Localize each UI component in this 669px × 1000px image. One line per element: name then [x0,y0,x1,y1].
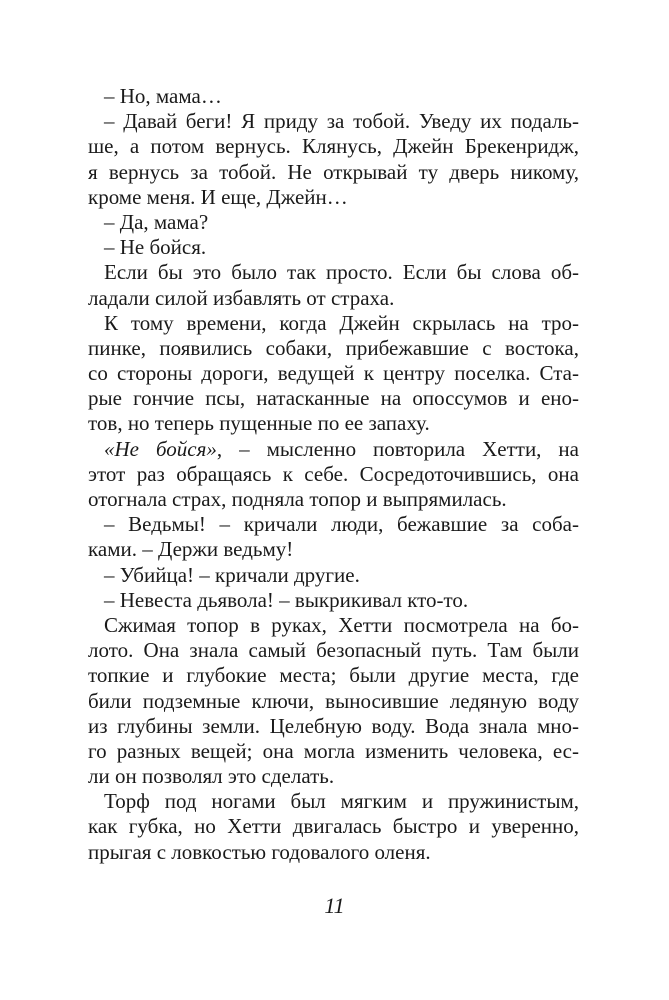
text-line [88,160,579,185]
text-line-content: кроме меня. И еще, Джейн… [88,184,348,209]
text-line-content: пинке, появились собаки, прибежавшие с востока, [88,335,579,360]
text-line-content: К тому времени, когда Джейн скрылась на тро- [104,310,579,335]
text-line [88,210,579,235]
text-line-content: ли он позволял это сделать. [88,764,335,789]
text-line [88,134,579,159]
text-line-content: ками. – Держи ведьму! [88,537,294,562]
text-line [88,512,579,537]
text-line-content: – Давай беги! Я приду за тобой. Уведу их подаль- [104,109,579,134]
text-line [88,588,579,613]
text-line-content: Торф под ногами был мягким и пружинистым, [104,789,579,814]
text-line [88,663,579,688]
text-line-content: го разных вещей; она могла изменить человека, ес- [88,738,579,763]
text-line-content: рые гончие псы, натасканные на опоссумов и ено- [88,386,579,411]
text-line [88,260,579,285]
text-line [88,563,579,588]
text-line-content: я вернусь за тобой. Не открывай ту дверь никому, [88,159,579,184]
text-line-content: Если бы это было так просто. Если бы слова об- [104,260,579,285]
text-line [88,336,579,361]
text-line [88,235,579,260]
text-line [88,109,579,134]
text-line [88,411,579,436]
text-line [88,840,579,865]
text-line [88,386,579,411]
body-text [88,84,579,865]
text-line [88,638,579,663]
text-line [88,361,579,386]
text-line-content: – Невеста дьявола! – выкрикивал кто-то. [104,587,469,612]
text-line [88,537,579,562]
text-line-content: прыгая с ловкостью годовалого оленя. [88,839,431,864]
text-line-content: – Убийца! – кричали другие. [104,562,360,587]
text-line [88,814,579,839]
text-line-content: топкие и глубокие места; были другие места, где [88,663,579,688]
italic-quote: «Не бойся» [104,436,217,461]
text-line [88,185,579,210]
text-line-content: из глубины земли. Целебную воду. Вода знала мно- [88,713,579,738]
text-line-content: , – мысленно повторила Хетти, на [216,436,579,461]
text-line [88,739,579,764]
text-line [88,613,579,638]
text-line [88,714,579,739]
text-line-content: отогнала страх, подняла топор и выпрямилась. [88,487,507,511]
text-line [88,487,579,512]
text-line [88,764,579,789]
text-line [88,286,579,311]
text-line-content: со стороны дороги, ведущей к центру поселка. Ста- [88,361,579,386]
text-line-content: – Да, мама? [104,209,209,234]
text-line [88,437,579,462]
text-line-content: – Не бойся. [104,235,207,260]
text-line-content: ладали силой избавлять от страха. [88,285,395,310]
text-line-content: тов, но теперь пущенные по ее запаху. [88,411,430,436]
page-number: 11 [324,893,345,918]
text-line [88,689,579,714]
text-line-content: – Ведьмы! – кричали люди, бежавшие за соба- [104,512,579,537]
text-line [88,462,579,487]
text-line-content: этот раз обращаясь к себе. Сосредоточившись, она [88,461,579,486]
text-line-content: как губка, но Хетти двигалась быстро и уверенно, [88,814,579,839]
text-line-content: ше, а потом вернусь. Клянусь, Джейн Брекенридж, [88,134,579,159]
text-line [88,84,579,109]
text-line-content: лото. Она знала самый безопасный путь. Там были [88,638,579,663]
text-line-content: Сжимая топор в руках, Хетти посмотрела на бо- [104,612,579,637]
text-line-content: били подземные ключи, выносившие ледяную воду [88,688,579,713]
text-line [88,311,579,336]
text-line-content: – Но, мама… [104,84,222,108]
text-line [88,789,579,814]
